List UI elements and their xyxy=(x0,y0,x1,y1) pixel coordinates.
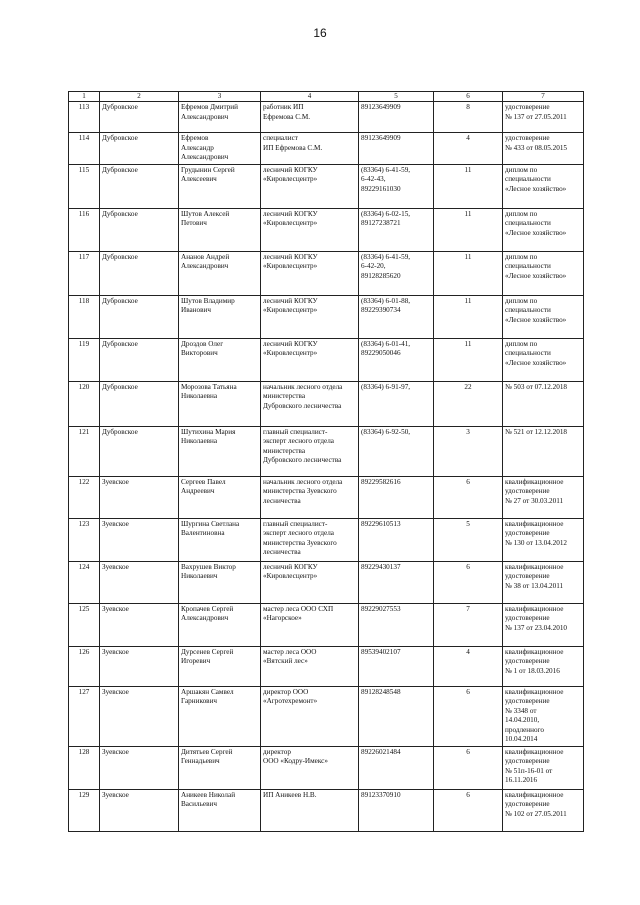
document-cell: диплом по специальности «Лесное хозяйство» xyxy=(503,338,584,381)
column-header: 2 xyxy=(100,92,179,102)
position-cell: ИП Аникеев Н.В. xyxy=(261,789,359,831)
experience-cell: 6 xyxy=(434,561,503,603)
document-cell: диплом по специальности «Лесное хозяйство» xyxy=(503,208,584,251)
phone-cell: 89229610513 xyxy=(359,518,434,561)
experience-cell: 4 xyxy=(434,133,503,165)
document-cell: квалификационное удостоверение № 1 от 18.03.2016 xyxy=(503,646,584,686)
district-cell: Дубровское xyxy=(100,251,179,295)
position-cell: специалист ИП Ефремова С.М. xyxy=(261,133,359,165)
district-cell: Зуевское xyxy=(100,476,179,518)
position-cell: работник ИП Ефремова С.М. xyxy=(261,102,359,133)
table-row xyxy=(69,295,584,338)
phone-cell: (83364) 6-91-97, xyxy=(359,381,434,426)
table-row xyxy=(69,251,584,295)
experience-cell: 11 xyxy=(434,295,503,338)
experience-cell: 22 xyxy=(434,381,503,426)
position-cell: директор ООО «Кодру-Имекс» xyxy=(261,746,359,789)
table-row xyxy=(69,164,584,208)
phone-cell: (83364) 6-02-15, 89127238721 xyxy=(359,208,434,251)
phone-cell: (83364) 6-01-41, 89229050046 xyxy=(359,338,434,381)
row-number: 120 xyxy=(69,381,100,426)
experience-cell: 6 xyxy=(434,789,503,831)
column-header: 1 xyxy=(69,92,100,102)
district-cell: Зуевское xyxy=(100,746,179,789)
phone-cell: (83364) 6-41-59, 6-42-20, 89128285620 xyxy=(359,251,434,295)
table-row xyxy=(69,603,584,646)
position-cell: лесничий КОГКУ «Кировлесцентр» xyxy=(261,164,359,208)
phone-cell: 89226021484 xyxy=(359,746,434,789)
experience-cell: 4 xyxy=(434,646,503,686)
name-cell: Шутов Владимир Иванович xyxy=(179,295,261,338)
column-header: 3 xyxy=(179,92,261,102)
experience-cell: 6 xyxy=(434,686,503,746)
name-cell: Грудынин Сергей Алексеевич xyxy=(179,164,261,208)
row-number: 115 xyxy=(69,164,100,208)
document-cell: диплом по специальности «Лесное хозяйство» xyxy=(503,295,584,338)
column-header: 7 xyxy=(503,92,584,102)
table-row xyxy=(69,561,584,603)
document-cell: диплом по специальности «Лесное хозяйство» xyxy=(503,251,584,295)
position-cell: лесничий КОГКУ «Кировлесцентр» xyxy=(261,295,359,338)
table-row xyxy=(69,476,584,518)
row-number: 121 xyxy=(69,426,100,476)
name-cell: Аникеев Николай Васильевич xyxy=(179,789,261,831)
district-cell: Зуевское xyxy=(100,518,179,561)
name-cell: Ефремов Александр Александрович xyxy=(179,133,261,165)
document-cell: удостоверение № 433 от 08.05.2015 xyxy=(503,133,584,165)
document-cell: № 503 от 07.12.2018 xyxy=(503,381,584,426)
district-cell: Дубровское xyxy=(100,295,179,338)
phone-cell: 89128248548 xyxy=(359,686,434,746)
position-cell: начальник лесного отдела министерства Зуевского лесничества xyxy=(261,476,359,518)
row-number: 118 xyxy=(69,295,100,338)
phone-cell: 89123649909 xyxy=(359,102,434,133)
name-cell: Сергеев Павел Андреевич xyxy=(179,476,261,518)
document-cell: диплом по специальности «Лесное хозяйство» xyxy=(503,164,584,208)
position-cell: мастер леса ООО «Вятский лес» xyxy=(261,646,359,686)
table-row xyxy=(69,426,584,476)
row-number: 128 xyxy=(69,746,100,789)
district-cell: Дубровское xyxy=(100,426,179,476)
name-cell: Шутихина Мария Николаевна xyxy=(179,426,261,476)
district-cell: Зуевское xyxy=(100,789,179,831)
row-number: 126 xyxy=(69,646,100,686)
district-cell: Дубровское xyxy=(100,164,179,208)
column-header: 5 xyxy=(359,92,434,102)
row-number: 117 xyxy=(69,251,100,295)
phone-cell: (83364) 6-41-59, 6-42-43, 89229161030 xyxy=(359,164,434,208)
position-cell: лесничий КОГКУ «Кировлесцентр» xyxy=(261,561,359,603)
document-cell: квалификационное удостоверение № 130 от 13.04.2012 xyxy=(503,518,584,561)
phone-cell: 89123370910 xyxy=(359,789,434,831)
document-cell: квалификационное удостоверение № 3348 от 14.04.2010, продленного 10.04.2014 xyxy=(503,686,584,746)
position-cell: начальник лесного отдела министерства Дубровского лесничества xyxy=(261,381,359,426)
name-cell: Морозова Татьяна Николаевна xyxy=(179,381,261,426)
district-cell: Дубровское xyxy=(100,102,179,133)
row-number: 114 xyxy=(69,133,100,165)
district-cell: Дубровское xyxy=(100,338,179,381)
document-cell: квалификационное удостоверение № 27 от 30.03.2011 xyxy=(503,476,584,518)
district-cell: Дубровское xyxy=(100,133,179,165)
experience-cell: 11 xyxy=(434,338,503,381)
document-cell: квалификационное удостоверение № 137 от 23.04.2010 xyxy=(503,603,584,646)
table-row xyxy=(69,686,584,746)
column-header: 4 xyxy=(261,92,359,102)
name-cell: Шутов Алексей Петович xyxy=(179,208,261,251)
name-cell: Ефремов Дмитрий Александрович xyxy=(179,102,261,133)
experience-cell: 11 xyxy=(434,208,503,251)
table-row xyxy=(69,133,584,165)
table-row xyxy=(69,208,584,251)
row-number: 125 xyxy=(69,603,100,646)
name-cell: Шургина Светлана Валентиновна xyxy=(179,518,261,561)
row-number: 116 xyxy=(69,208,100,251)
experience-cell: 11 xyxy=(434,164,503,208)
phone-cell: 89229582616 xyxy=(359,476,434,518)
name-cell: Дроздов Олег Викторович xyxy=(179,338,261,381)
name-cell: Аршакян Самвел Гарникович xyxy=(179,686,261,746)
experience-cell: 5 xyxy=(434,518,503,561)
table-row xyxy=(69,746,584,789)
experience-cell: 6 xyxy=(434,476,503,518)
row-number: 122 xyxy=(69,476,100,518)
column-header: 6 xyxy=(434,92,503,102)
row-number: 124 xyxy=(69,561,100,603)
name-cell: Дитятьев Сергей Геннадьевич xyxy=(179,746,261,789)
document-cell: квалификационное удостоверение № 102 от 27.05.2011 xyxy=(503,789,584,831)
header-row xyxy=(69,92,584,102)
document-cell: № 521 от 12.12.2018 xyxy=(503,426,584,476)
name-cell: Ананов Андрей Александрович xyxy=(179,251,261,295)
position-cell: лесничий КОГКУ «Кировлесцентр» xyxy=(261,251,359,295)
phone-cell: (83364) 6-01-88, 89229390734 xyxy=(359,295,434,338)
position-cell: мастер леса ООО СХП «Нагорское» xyxy=(261,603,359,646)
table-row xyxy=(69,102,584,133)
document-cell: удостоверение № 137 от 27.05.2011 xyxy=(503,102,584,133)
position-cell: директор ООО «Агротехремонт» xyxy=(261,686,359,746)
name-cell: Дурсенев Сергей Игоревич xyxy=(179,646,261,686)
district-cell: Зуевское xyxy=(100,603,179,646)
table-row xyxy=(69,518,584,561)
phone-cell: (83364) 6-92-50, xyxy=(359,426,434,476)
data-table xyxy=(68,91,584,832)
row-number: 129 xyxy=(69,789,100,831)
table-row xyxy=(69,646,584,686)
row-number: 123 xyxy=(69,518,100,561)
name-cell: Вахрушев Виктор Николаевич xyxy=(179,561,261,603)
position-cell: главный специалист- эксперт лесного отдела министерства Зуевского лесничества xyxy=(261,518,359,561)
row-number: 119 xyxy=(69,338,100,381)
page-number: 16 xyxy=(313,26,327,40)
table-row xyxy=(69,381,584,426)
phone-cell: 89229027553 xyxy=(359,603,434,646)
document-cell: квалификационное удостоверение № 51п-16-01 от 16.11.2016 xyxy=(503,746,584,789)
row-number: 127 xyxy=(69,686,100,746)
position-cell: лесничий КОГКУ «Кировлесцентр» xyxy=(261,338,359,381)
experience-cell: 3 xyxy=(434,426,503,476)
phone-cell: 89539402107 xyxy=(359,646,434,686)
district-cell: Зуевское xyxy=(100,646,179,686)
experience-cell: 8 xyxy=(434,102,503,133)
phone-cell: 89229430137 xyxy=(359,561,434,603)
name-cell: Кропачев Сергей Александрович xyxy=(179,603,261,646)
district-cell: Дубровское xyxy=(100,208,179,251)
phone-cell: 89123649909 xyxy=(359,133,434,165)
experience-cell: 7 xyxy=(434,603,503,646)
table-row xyxy=(69,338,584,381)
experience-cell: 6 xyxy=(434,746,503,789)
position-cell: лесничий КОГКУ «Кировлесцентр» xyxy=(261,208,359,251)
table-row xyxy=(69,789,584,831)
table-body xyxy=(69,102,584,832)
district-cell: Зуевское xyxy=(100,686,179,746)
row-number: 113 xyxy=(69,102,100,133)
document-cell: квалификационное удостоверение № 38 от 13.04.2011 xyxy=(503,561,584,603)
district-cell: Зуевское xyxy=(100,561,179,603)
position-cell: главный специалист- эксперт лесного отдела министерства Дубровского лесничества xyxy=(261,426,359,476)
experience-cell: 11 xyxy=(434,251,503,295)
district-cell: Дубровское xyxy=(100,381,179,426)
